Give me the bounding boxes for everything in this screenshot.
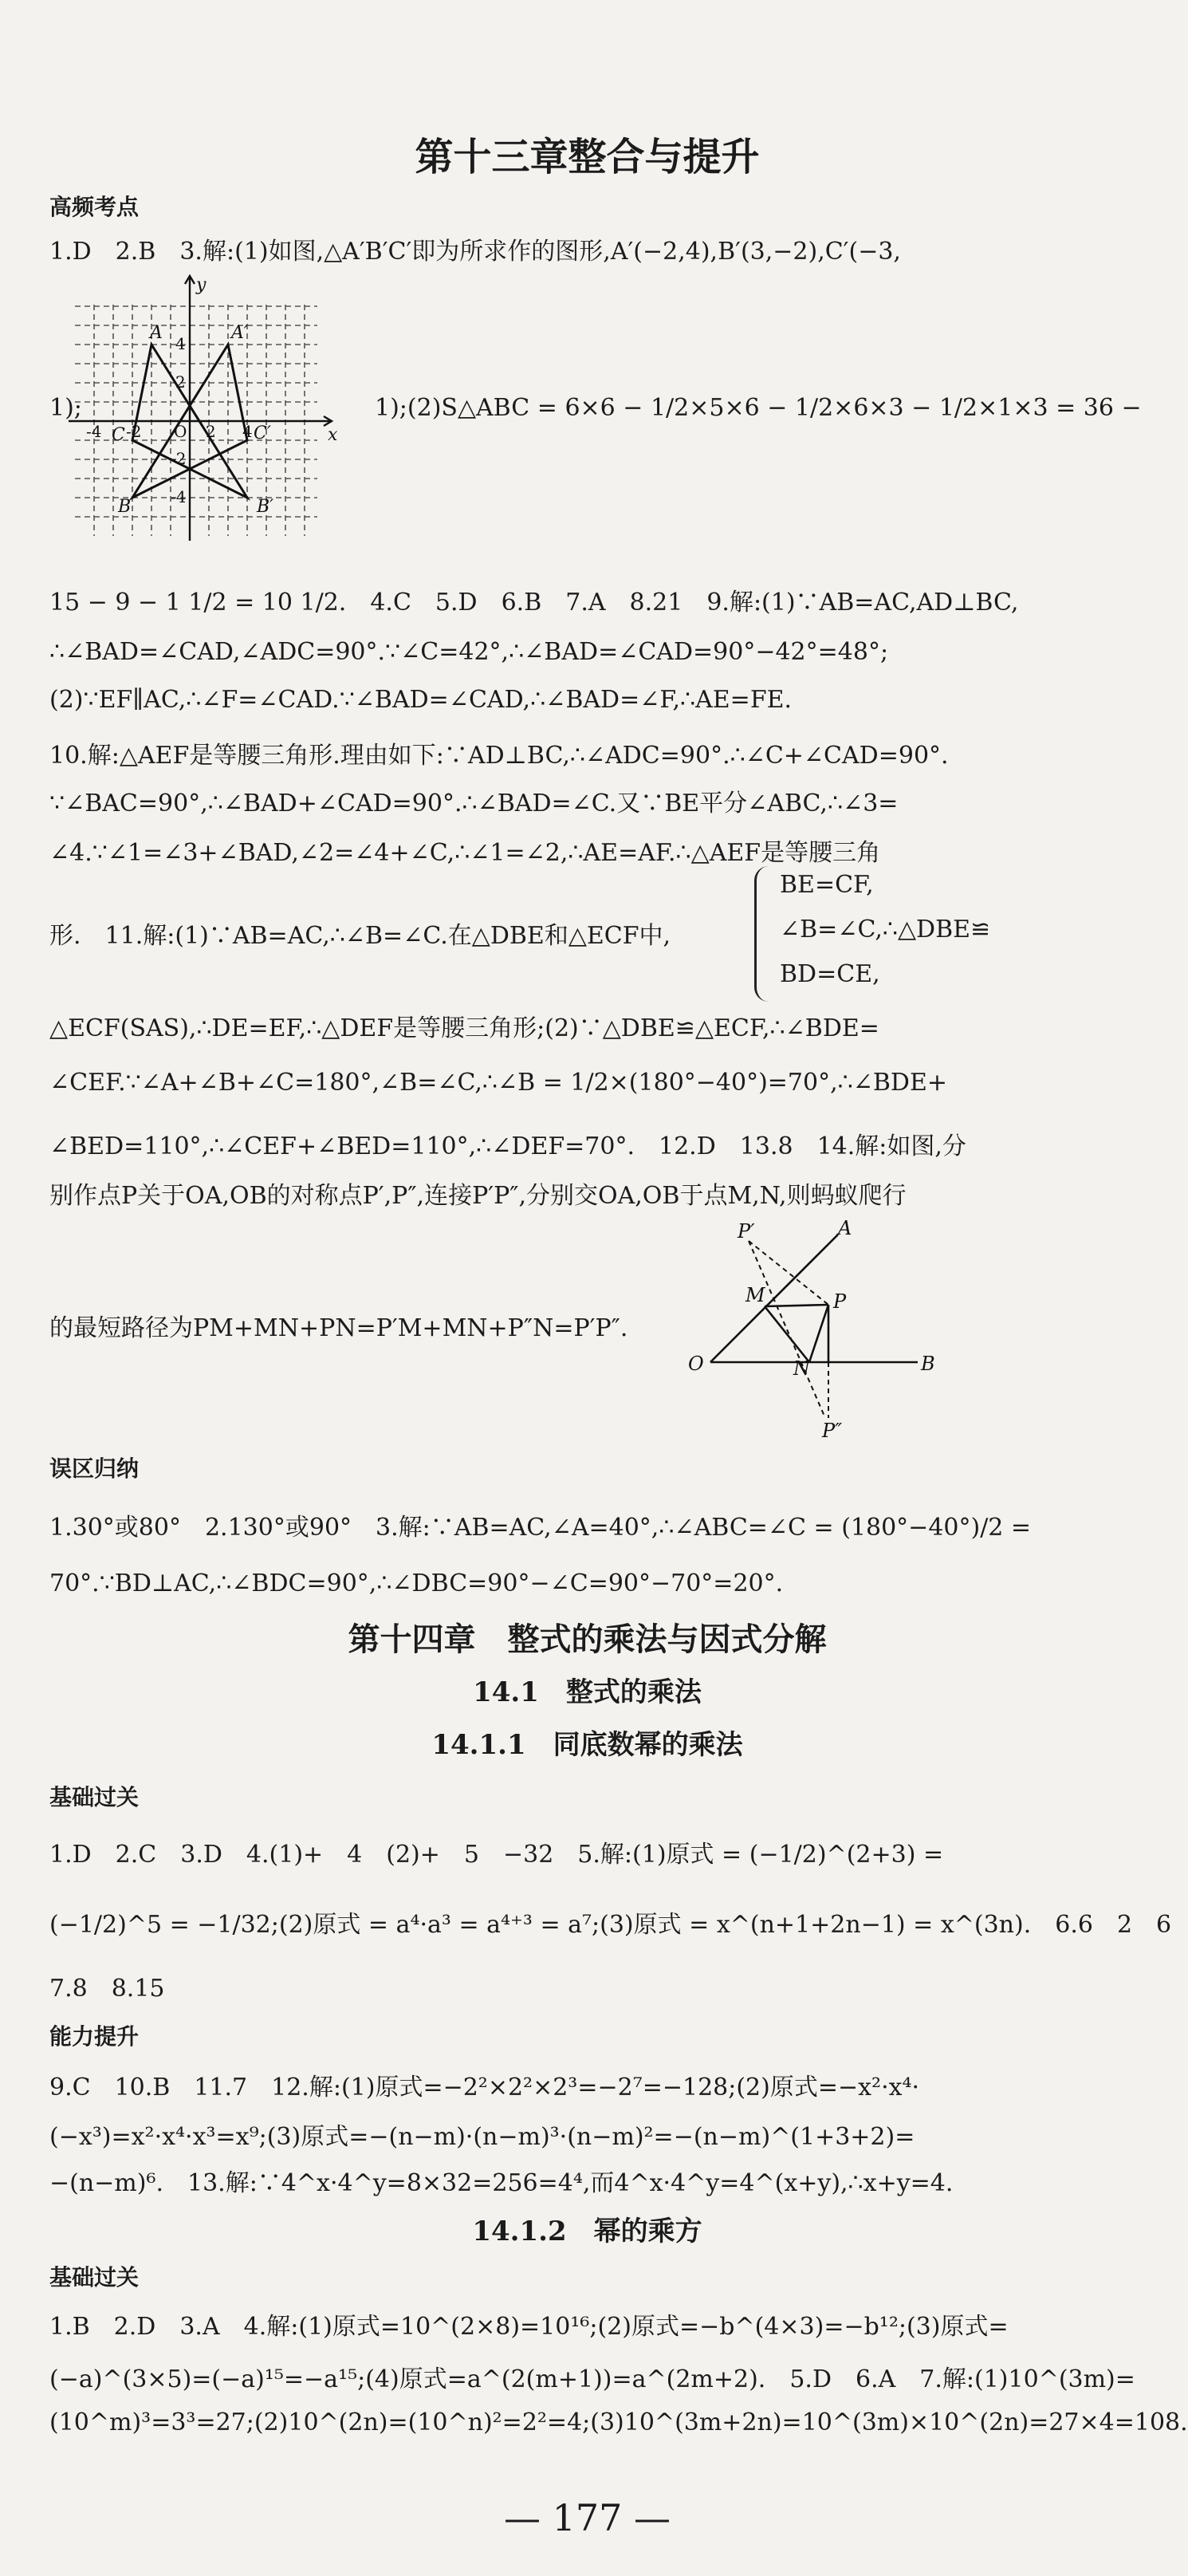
point-p-prime-label: P′: [738, 1220, 755, 1243]
page-number: — 177 —: [503, 2496, 671, 2539]
text-line: 15 − 9 − 1 1/2 = 10 1/2. 4.C 5.D 6.B 7.A 8.21 9.解:(1)∵AB=AC,AD⊥BC,: [49, 589, 1019, 616]
text-line: ∴∠BAD=∠CAD,∠ADC=90°.∵∠C=42°,∴∠BAD=∠CAD=90°−42°=48°;: [49, 638, 889, 666]
text-line: −(n−m)⁶. 13.解:∵4^x·4^y=8×32=256=4⁴,而4^x·4^y=4^(x+y),∴x+y=4.: [49, 2169, 954, 2197]
text-line: 形. 11.解:(1)∵AB=AC,∴∠B=∠C.在△DBE和△ECF中,: [49, 922, 671, 950]
text-line: 7.8 8.15: [49, 1975, 165, 2003]
section-14-1-2-title: 14.1.2 幂的乘方: [472, 2216, 702, 2247]
text-line: (2)∵EF∥AC,∴∠F=∠CAD.∵∠BAD=∠CAD,∴∠BAD=∠F,∴AE=FE.: [49, 686, 793, 714]
x-axis-label: x: [328, 425, 338, 445]
point-a-prime-label: A′: [231, 323, 248, 343]
chapter-13-title: 第十三章整合与提升: [415, 135, 760, 179]
text-line: ∠BED=110°,∴∠CEF+∠BED=110°,∴∠DEF=70°. 12.D 13.8 14.解:如图,分: [49, 1132, 966, 1160]
point-b-label: B: [921, 1353, 935, 1375]
point-p-double-prime-label: P″: [822, 1420, 843, 1442]
point-m-label: M: [745, 1284, 765, 1306]
tick-x: 4: [242, 422, 253, 441]
text-line: △ECF(SAS),∴DE=EF,∴△DEF是等腰三角形;(2)∵△DBE≌△ECF,∴∠BDE=: [49, 1014, 879, 1042]
text-line: 1.B 2.D 3.A 4.解:(1)原式=10^(2×8)=10¹⁶;(2)原式=−b^(4×3)=−b¹²;(3)原式=: [49, 2313, 1009, 2341]
text-line: 别作点P关于OA,OB的对称点P′,P″,连接P′P″,分别交OA,OB于点M,N,则蚂蚁爬行: [49, 1182, 907, 1210]
point-p-label: P: [833, 1290, 847, 1313]
section-14-1-1-title: 14.1.1 同底数幂的乘法: [431, 1729, 743, 1761]
point-o-label: O: [688, 1353, 704, 1375]
text-line: 1);(2)S△ABC = 6×6 − 1/2×5×6 − 1/2×6×3 − 1/2×1×3 = 36 −: [375, 394, 1142, 422]
point-a-label: A: [838, 1217, 852, 1239]
text-line: 10.解:△AEF是等腰三角形.理由如下:∵AD⊥BC,∴∠ADC=90°.∴∠C+∠CAD=90°.: [49, 742, 949, 770]
coordinate-grid-figure: [62, 273, 343, 544]
tick-y: -2: [171, 449, 187, 468]
text-line: 1.D 2.C 3.D 4.(1)+ 4 (2)+ 5 −32 5.解:(1)原式 = (−1/2)^(2+3) =: [49, 1841, 944, 1869]
point-c-label: C: [112, 425, 125, 445]
text-line: (10^m)³=3³=27;(2)10^(2n)=(10^n)²=2²=4;(3)10^(3m+2n)=10^(3m)×10^(2n)=27×4=108.: [49, 2409, 1188, 2436]
section-14-1-title: 14.1 整式的乘法: [473, 1676, 702, 1708]
section-wuqu: 误区归纳: [49, 1455, 140, 1482]
tick-y: 2: [175, 372, 186, 392]
tick-y: 4: [175, 334, 186, 353]
text-line: 70°.∵BD⊥AC,∴∠BDC=90°,∴∠DBC=90°−∠C=90°−70°=20°.: [49, 1570, 784, 1597]
text-line-prefix: 1);: [49, 394, 82, 422]
tick-x: -2: [126, 422, 142, 441]
tick-x: -4: [86, 422, 102, 441]
brace-line: ∠B=∠C,∴△DBE≌: [780, 916, 991, 943]
section-jichu: 基础过关: [49, 1784, 140, 1810]
chapter-14-title: 第十四章 整式的乘法与因式分解: [348, 1621, 827, 1658]
point-c-prime-label: C′: [254, 423, 271, 443]
section-gaopin: 高频考点: [49, 194, 140, 220]
text-line: (−a)^(3×5)=(−a)¹⁵=−a¹⁵;(4)原式=a^(2(m+1))=a^(2m+2). 5.D 6.A 7.解:(1)10^(3m)=: [49, 2365, 1135, 2393]
brace-line: BD=CE,: [780, 960, 880, 988]
section-jichu-2: 基础过关: [49, 2264, 140, 2290]
point-a-label: A: [150, 323, 163, 343]
brace-line: BE=CF,: [780, 871, 874, 899]
system-brace: [754, 866, 773, 1002]
text-line: ∠4.∵∠1=∠3+∠BAD,∠2=∠4+∠C,∴∠1=∠2,∴AE=AF.∴△AEF是等腰三角: [49, 839, 881, 867]
text-line: (−x³)=x²·x⁴·x³=x⁹;(3)原式=−(n−m)·(n−m)³·(n−m)²=−(n−m)^(1+3+2)=: [49, 2123, 915, 2151]
text-line: ∠CEF.∵∠A+∠B+∠C=180°,∠B=∠C,∴∠B = 1/2×(180°−40°)=70°,∴∠BDE+: [49, 1069, 947, 1097]
point-n-label: N: [793, 1357, 810, 1380]
section-nengli: 能力提升: [49, 2023, 140, 2050]
text-line: 的最短路径为PM+MN+PN=P′M+MN+P″N=P′P″.: [49, 1314, 628, 1342]
text-line: 1.D 2.B 3.解:(1)如图,△A′B′C′即为所求作的图形,A′(−2,4),B′(3,−2),C′(−3,: [49, 238, 901, 266]
tick-x: 2: [206, 422, 216, 441]
point-b-prime-label: B′: [257, 497, 274, 517]
text-line: (−1/2)^5 = −1/32;(2)原式 = a⁴·a³ = a⁴⁺³ = a⁷;(3)原式 = x^(n+1+2n−1) = x^(3n). 6.6 2 6: [49, 1911, 1172, 1939]
text-line: 9.C 10.B 11.7 12.解:(1)原式=−2²×2²×2³=−2⁷=−128;(2)原式=−x²·x⁴·: [49, 2074, 920, 2101]
point-b-label: B: [118, 497, 132, 517]
shortest-path-figure: [682, 1219, 969, 1442]
origin-label: O: [174, 422, 187, 441]
text-line: ∵∠BAC=90°,∴∠BAD+∠CAD=90°.∴∠BAD=∠C.又∵BE平分∠ABC,∴∠3=: [49, 790, 899, 817]
tick-y: -4: [171, 487, 187, 506]
y-axis-label: y: [196, 275, 207, 295]
text-line: 1.30°或80° 2.130°或90° 3.解:∵AB=AC,∠A=40°,∴∠ABC=∠C = (180°−40°)/2 =: [49, 1514, 1032, 1542]
